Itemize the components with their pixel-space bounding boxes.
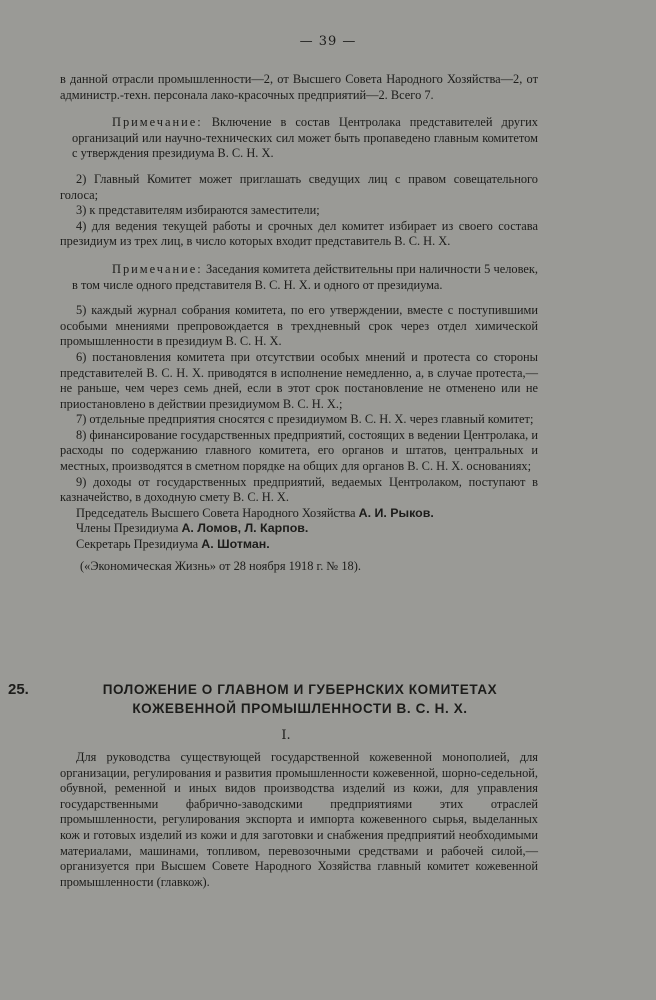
source-citation: («Экономическая Жизнь» от 28 ноября 1918 г. № 18). [80, 558, 361, 573]
paragraph-continuation: в данной отрасли промышленности—2, от Высшего Совета Народного Хозяйства—2, от администр.-техн. персонала лако-красочных предприятий—2. Всего 7. [60, 72, 538, 102]
list-item: 4) для ведения текущей работы и срочных дел комитет избирает из своего состава президиум из трех лиц, в число которых входит представитель В. С. Н. Х. [60, 218, 538, 249]
signature-names: А. Ломов, Л. Карпов. [181, 521, 309, 536]
list-item: 9) доходы от государственных предприятий, ведаемых Центролаком, поступают в казначейство, в доходную смету В. С. Н. Х. [60, 474, 538, 505]
section-body [60, 750, 538, 890]
page-number: — 39 — [299, 34, 357, 49]
section-title: ПОЛОЖЕНИЕ О ГЛАВНОМ И ГУБЕРНСКИХ КОМИТЕТАХ КОЖЕВЕННОЙ ПРОМЫШЛЕННОСТИ В. С. Н. Х. [102, 682, 498, 716]
signature-role: Председатель Высшего Совета Народного Хозяйства [76, 505, 356, 520]
list-item: 3) к представителям избираются заместители; [76, 203, 320, 218]
signature-line [60, 506, 538, 522]
part-number: I. [281, 728, 291, 743]
list-item: 5) каждый журнал собрания комитета, по его утверждении, вместе с поступившими особыми мнениями препровождается в трехдневный срок через отдел химической промышленности в президиум В. С. Н. Х. [60, 303, 538, 349]
signature-names: А. Шотман. [201, 537, 270, 552]
note-2 [60, 262, 538, 293]
note-label: Примечание: [112, 261, 203, 276]
section-paragraph: Для руководства существующей государственной кожевенной монополией, для организации, регулирования и развития промышленности кожевенной, шорно-седельной, обувной, ременной и иных видов производства изделий из кожи, для управления государственными фабрично-заводскими предприятиями этих отраслей промышленности, регулирования экспорта и импорта кожевенного сырья, выделанных кож и готовых изделий из кожи и для заготовки и снабжения предприятий необходимыми материалами, машинами, топливом, перевозочными средствами и рабочей силой,—организуется при Высшем Совете Народного Хозяйства главный комитет кожевенной промышленности (главкож). [60, 750, 538, 889]
signature-role: Члены Президиума [76, 521, 179, 536]
list-item: 2) Главный Комитет может приглашать сведущих лиц с правом совещательного голоса; [60, 171, 538, 202]
document-body [60, 72, 538, 574]
note-text: Заседания комитета действительны при наличности 5 человек, в том числе одного представителя В. С. Н. Х. и одного от президиума. [72, 261, 538, 292]
list-item: 8) финансирование государственных предприятий, состоящих в ведении Центролака, и расходы по содержанию главного комитета, его органов и штатов, центральных и местных, производятся в сметном порядке на общих для органов В. С. Н. Х. основаниях; [60, 427, 538, 474]
note-text: Включение в состав Центролака представителей других организаций или научно-технических сил может быть пропаведено главным комитетом с утверждения президиума В. С. Н. Х. [72, 115, 538, 161]
note-label: Примечание: [112, 115, 203, 130]
signature-role: Секретарь Президиума [76, 537, 199, 552]
section-heading [8, 680, 548, 718]
note-1 [60, 115, 538, 162]
list-item: 6) постановления комитета при отсутствии особых мнений и протеста со стороны представителей В. С. Н. Х. приводятся в исполнение немедленно, а, в случае протеста,—не раньше, чем через семь дней, если в этот срок постановление не отменено или не приостановлено в действии президиумом В. С. Н. Х.; [60, 349, 538, 411]
signature-line [60, 537, 538, 553]
list-item: 7) отдельные предприятия сносятся с президиумом В. С. Н. Х. через главный комитет; [76, 412, 534, 427]
section-number: 25. [8, 681, 29, 698]
signature-line [60, 521, 538, 537]
signature-names: А. И. Рыков. [358, 505, 434, 520]
